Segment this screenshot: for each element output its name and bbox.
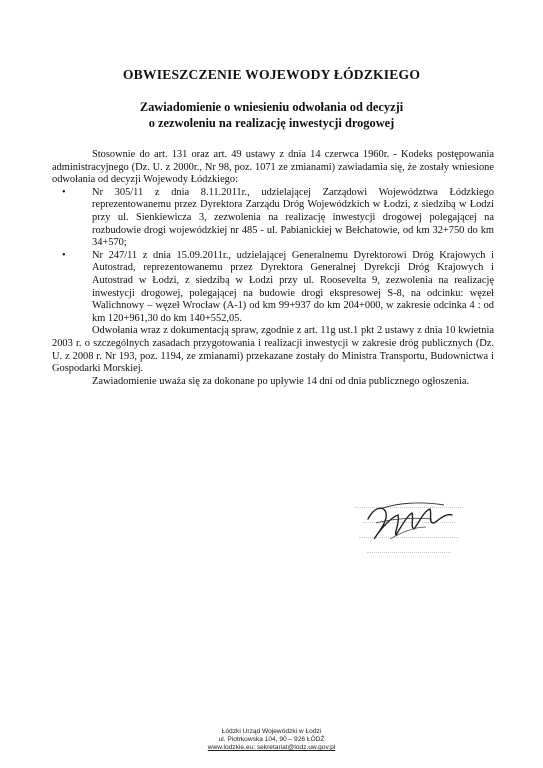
bullet-icon: • xyxy=(62,249,66,261)
decision-item-2 xyxy=(52,250,494,326)
notice-effect-paragraph: Zawiadomienie uważa się za dokonane po upływie 14 dni od dnia publicznego ogłoszenia. xyxy=(92,375,470,387)
decision-item-1-text: Nr 305/11 z dnia 8.11.2011r., udzielającej Zarządowi Województwa Łódzkiego reprezentowanemu przez Dyrektora Zarządu Dróg Wojewódzkich w Łodzi, z siedzibą w Łodzi przy ul. Sienkiewicza 3, zezwolenia na realizację inwestycji drogowej polegającej na rozbudowie drogi wojewódzkiej nr 485 - ul. Pabianickiej w Bełchatowie, od km 32+750 do km 34+570; xyxy=(92,186,494,249)
document-footer xyxy=(0,728,543,753)
document-title: OBWIESZCZENIE WOJEWODY ŁÓDZKIEGO xyxy=(122,67,421,82)
document-subtitle xyxy=(0,99,543,131)
subtitle-line-2: o zezwoleniu na realizację inwestycji drogowej xyxy=(148,116,395,130)
footer-address: ul. Piotrkowska 104, 90 – 926 ŁÓDŹ xyxy=(218,736,325,744)
document-body xyxy=(52,149,494,388)
decision-item-2-text: Nr 247/11 z dnia 15.09.2011r., udzielającej Generalnemu Dyrektorowi Dróg Krajowych i Autostrad, reprezentowanemu przez Dyrektora Generalnej Dyrekcji Dróg Krajowych i Autostrad w Łodzi, z siedzibą w Łodzi przy ul. Roosevelta 9, zezwolenia na realizację inwestycji drogowej, polegającej na budowie drogi ekspresowej S-8, na odcinku: węzeł Walichnowy – węzeł Wrocław (A-1) od km 99+937 do km 204+000, w zakresie odcinka 4 : od km 120+961,30 do km 140+552,05. xyxy=(92,249,494,324)
decision-item-1 xyxy=(52,187,494,250)
footer-office-name: Łódzki Urząd Wojewódzki w Łodzi xyxy=(221,728,322,735)
bullet-icon: • xyxy=(62,186,66,198)
intro-paragraph: Stosownie do art. 131 oraz art. 49 ustawy z dnia 14 czerwca 1960r. - Kodeks postępowania administracyjnego (Dz. U. z 2000r., Nr 98, poz. 1071 ze zmianami) zawiadamia się, że zostały wniesione odwołania od decyzji Wojewody Łódzkiego: xyxy=(52,149,494,186)
handwritten-signature xyxy=(340,493,470,583)
footer-contact-link[interactable]: www.lodzkie.eu; sekretariat@lodz.uw.gov.pl xyxy=(207,744,336,752)
subtitle-line-1: Zawiadomienie o wniesieniu odwołania od decyzji xyxy=(139,100,404,114)
transfer-paragraph: Odwołania wraz z dokumentacją spraw, zgodnie z art. 11g ust.1 pkt 2 ustawy z dnia 10 kwietnia 2003 r. o szczególnych zasadach przygotowania i realizacji inwestycji w zakresie dróg publicznych (Dz. U. z 2008 r. Nr 193, poz. 1194, ze zmianami) przekazane zostały do Ministra Transportu, Budownictwa i Gospodarki Morskiej. xyxy=(52,325,494,375)
